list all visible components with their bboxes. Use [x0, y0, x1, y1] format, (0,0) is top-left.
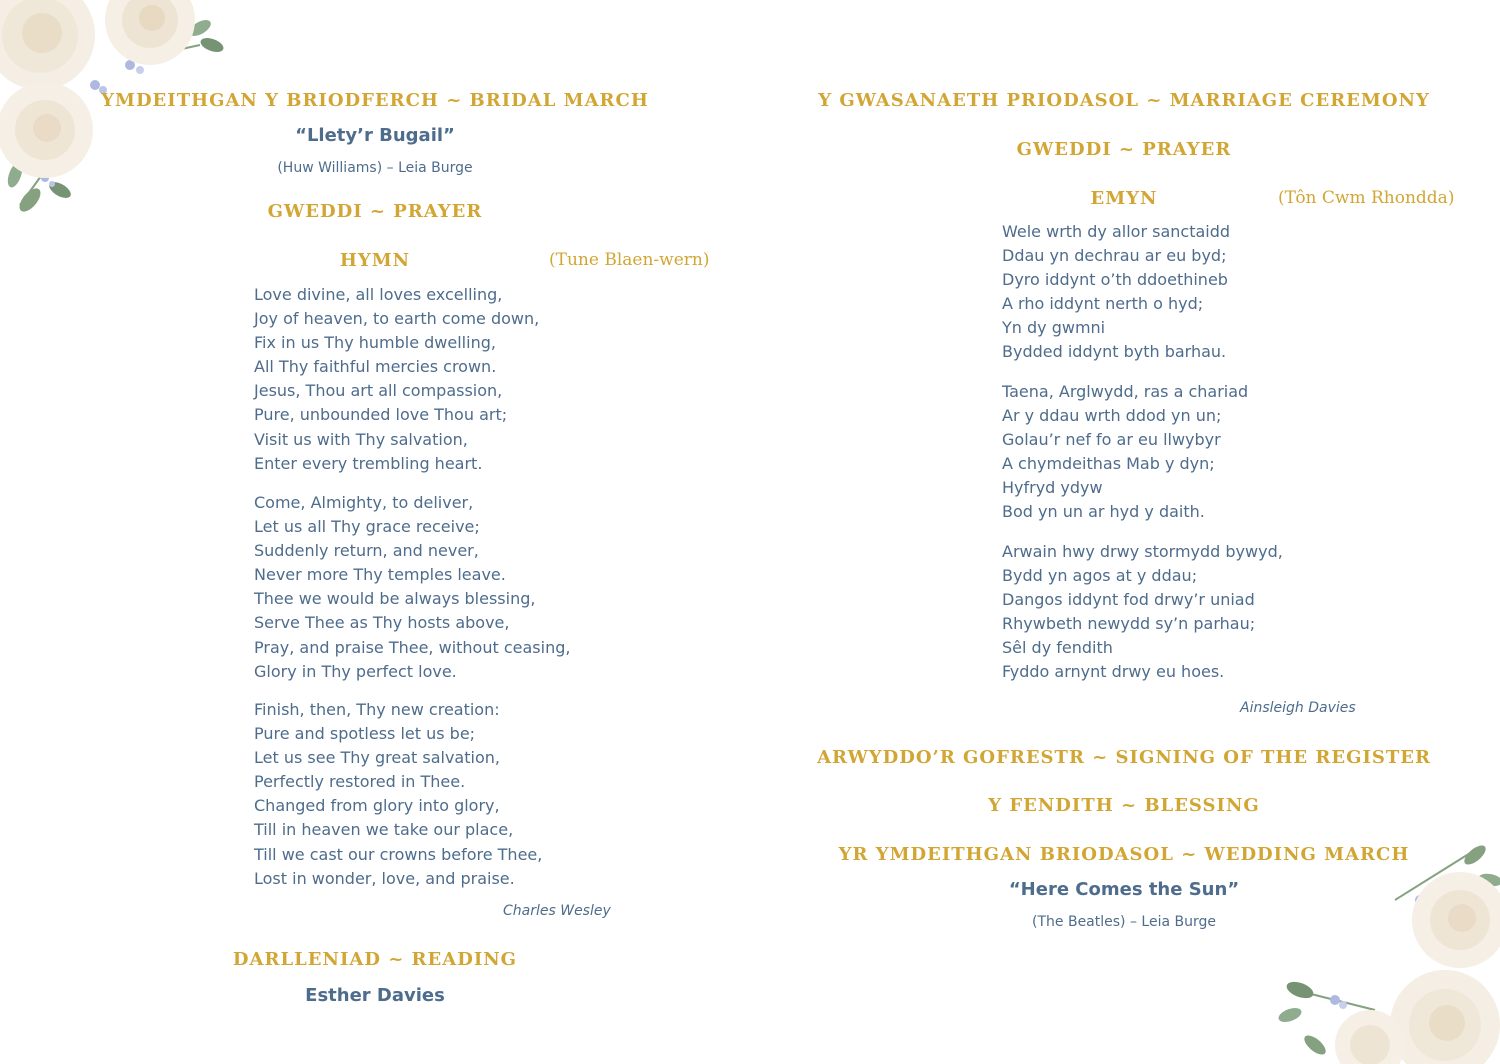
ceremony-heading: Y GWASANAETH PRIODASOL ~ MARRIAGE CEREMONY — [818, 90, 1430, 111]
verse-line: Wele wrth dy allor sanctaidd — [1002, 222, 1231, 241]
verse-line: Love divine, all loves excelling, — [254, 285, 503, 304]
prayer-heading: GWEDDI ~ PRAYER — [267, 201, 483, 222]
verse-line: Pure and spotless let us be; — [254, 724, 476, 744]
verse-line: Bod yn un ar hyd y daith. — [1002, 502, 1205, 522]
emyn-verse-2 — [1002, 380, 1248, 525]
verse-line: Jesus, Thou art all compassion, — [254, 381, 503, 401]
register-heading: ARWYDDO’R GOFRESTR ~ SIGNING OF THE REGISTER — [817, 747, 1431, 768]
verse-line: Joy of heaven, to earth come down, — [254, 309, 540, 329]
hymn-verse-2 — [254, 491, 570, 684]
verse-line: Till in heaven we take our place, — [254, 820, 514, 840]
verse-line: Taena, Arglwydd, ras a chariad — [1002, 382, 1249, 401]
verse-line: Enter every trembling heart. — [254, 453, 483, 473]
verse-line: Changed from glory into glory, — [254, 796, 500, 816]
verse-line: Dangos iddynt fod drwy’r uniad — [1002, 590, 1255, 610]
verse-line: Sêl dy fendith — [1002, 638, 1113, 658]
blessing-heading: Y FENDITH ~ BLESSING — [988, 795, 1260, 816]
bridal-march-heading: YMDEITHGAN Y BRIODFERCH ~ BRIDAL MARCH — [101, 90, 649, 111]
verse-line: Golau’r nef fo ar eu llwybyr — [1002, 430, 1221, 450]
prayer-heading: GWEDDI ~ PRAYER — [1016, 139, 1232, 160]
verse-line: Dyro iddynt o’th ddoethineb — [1002, 270, 1228, 290]
verse-line: Pure, unbounded love Thou art; — [254, 405, 508, 425]
emyn-author: Ainsleigh Davies — [1240, 700, 1356, 716]
verse-line: Fix in us Thy humble dwelling, — [254, 333, 496, 353]
verse-line: A rho iddynt nerth o hyd; — [1002, 294, 1204, 314]
emyn-tune: (Tôn Cwm Rhondda) — [1278, 188, 1455, 208]
verse-line: Ddau yn dechrau ar eu byd; — [1002, 246, 1227, 266]
verse-line: Fyddo arnynt drwy eu hoes. — [1002, 662, 1225, 682]
verse-line: Let us all Thy grace receive; — [254, 517, 480, 537]
verse-line: Rhywbeth newydd sy’n parhau; — [1002, 614, 1256, 634]
verse-line: Thee we would be always blessing, — [254, 589, 536, 609]
emyn-heading: EMYN — [1090, 188, 1158, 209]
verse-line: Perfectly restored in Thee. — [254, 772, 466, 792]
verse-line: Yn dy gwmni — [1002, 318, 1106, 338]
emyn-verse-1 — [1002, 220, 1230, 365]
verse-line: All Thy faithful mercies crown. — [254, 357, 497, 377]
verse-line: Never more Thy temples leave. — [254, 565, 506, 585]
emyn-verse-3 — [1002, 540, 1283, 685]
hymn-author: Charles Wesley — [503, 903, 611, 919]
verse-line: Let us see Thy great salvation, — [254, 748, 500, 768]
bridal-march-title: “Llety’r Bugail” — [295, 125, 455, 146]
verse-line: Come, Almighty, to deliver, — [254, 493, 474, 512]
verse-line: Visit us with Thy salvation, — [254, 429, 468, 449]
verse-line: Suddenly return, and never, — [254, 541, 479, 561]
hymn-verse-1 — [254, 283, 539, 476]
hymn-tune: (Tune Blaen-wern) — [549, 250, 710, 270]
verse-line: Arwain hwy drwy stormydd bywyd, — [1002, 542, 1283, 561]
verse-line: Hyfryd ydyw — [1002, 478, 1103, 498]
reading-reader: Esther Davies — [305, 985, 445, 1006]
verse-line: Bydded iddynt byth barhau. — [1002, 342, 1227, 362]
verse-line: Till we cast our crowns before Thee, — [254, 844, 543, 864]
verse-line: Glory in Thy perfect love. — [254, 661, 457, 681]
verse-line: Finish, then, Thy new creation: — [254, 700, 500, 719]
verse-line: A chymdeithas Mab y dyn; — [1002, 454, 1215, 474]
verse-line: Lost in wonder, love, and praise. — [254, 868, 515, 888]
wedding-march-heading: YR YMDEITHGAN BRIODASOL ~ WEDDING MARCH — [838, 844, 1410, 865]
verse-line: Serve Thee as Thy hosts above, — [254, 613, 510, 633]
bridal-march-credit: (Huw Williams) – Leia Burge — [277, 160, 473, 176]
hymn-verse-3 — [254, 698, 542, 891]
verse-line: Pray, and praise Thee, without ceasing, — [254, 637, 571, 657]
right-page — [750, 0, 1500, 1064]
verse-line: Ar y ddau wrth ddod yn un; — [1002, 406, 1222, 426]
verse-line: Bydd yn agos at y ddau; — [1002, 566, 1198, 586]
reading-heading: DARLLENIAD ~ READING — [232, 949, 518, 970]
hymn-heading: HYMN — [339, 250, 411, 271]
wedding-march-title: “Here Comes the Sun” — [1008, 879, 1240, 900]
wedding-march-credit: (The Beatles) – Leia Burge — [1032, 914, 1216, 930]
